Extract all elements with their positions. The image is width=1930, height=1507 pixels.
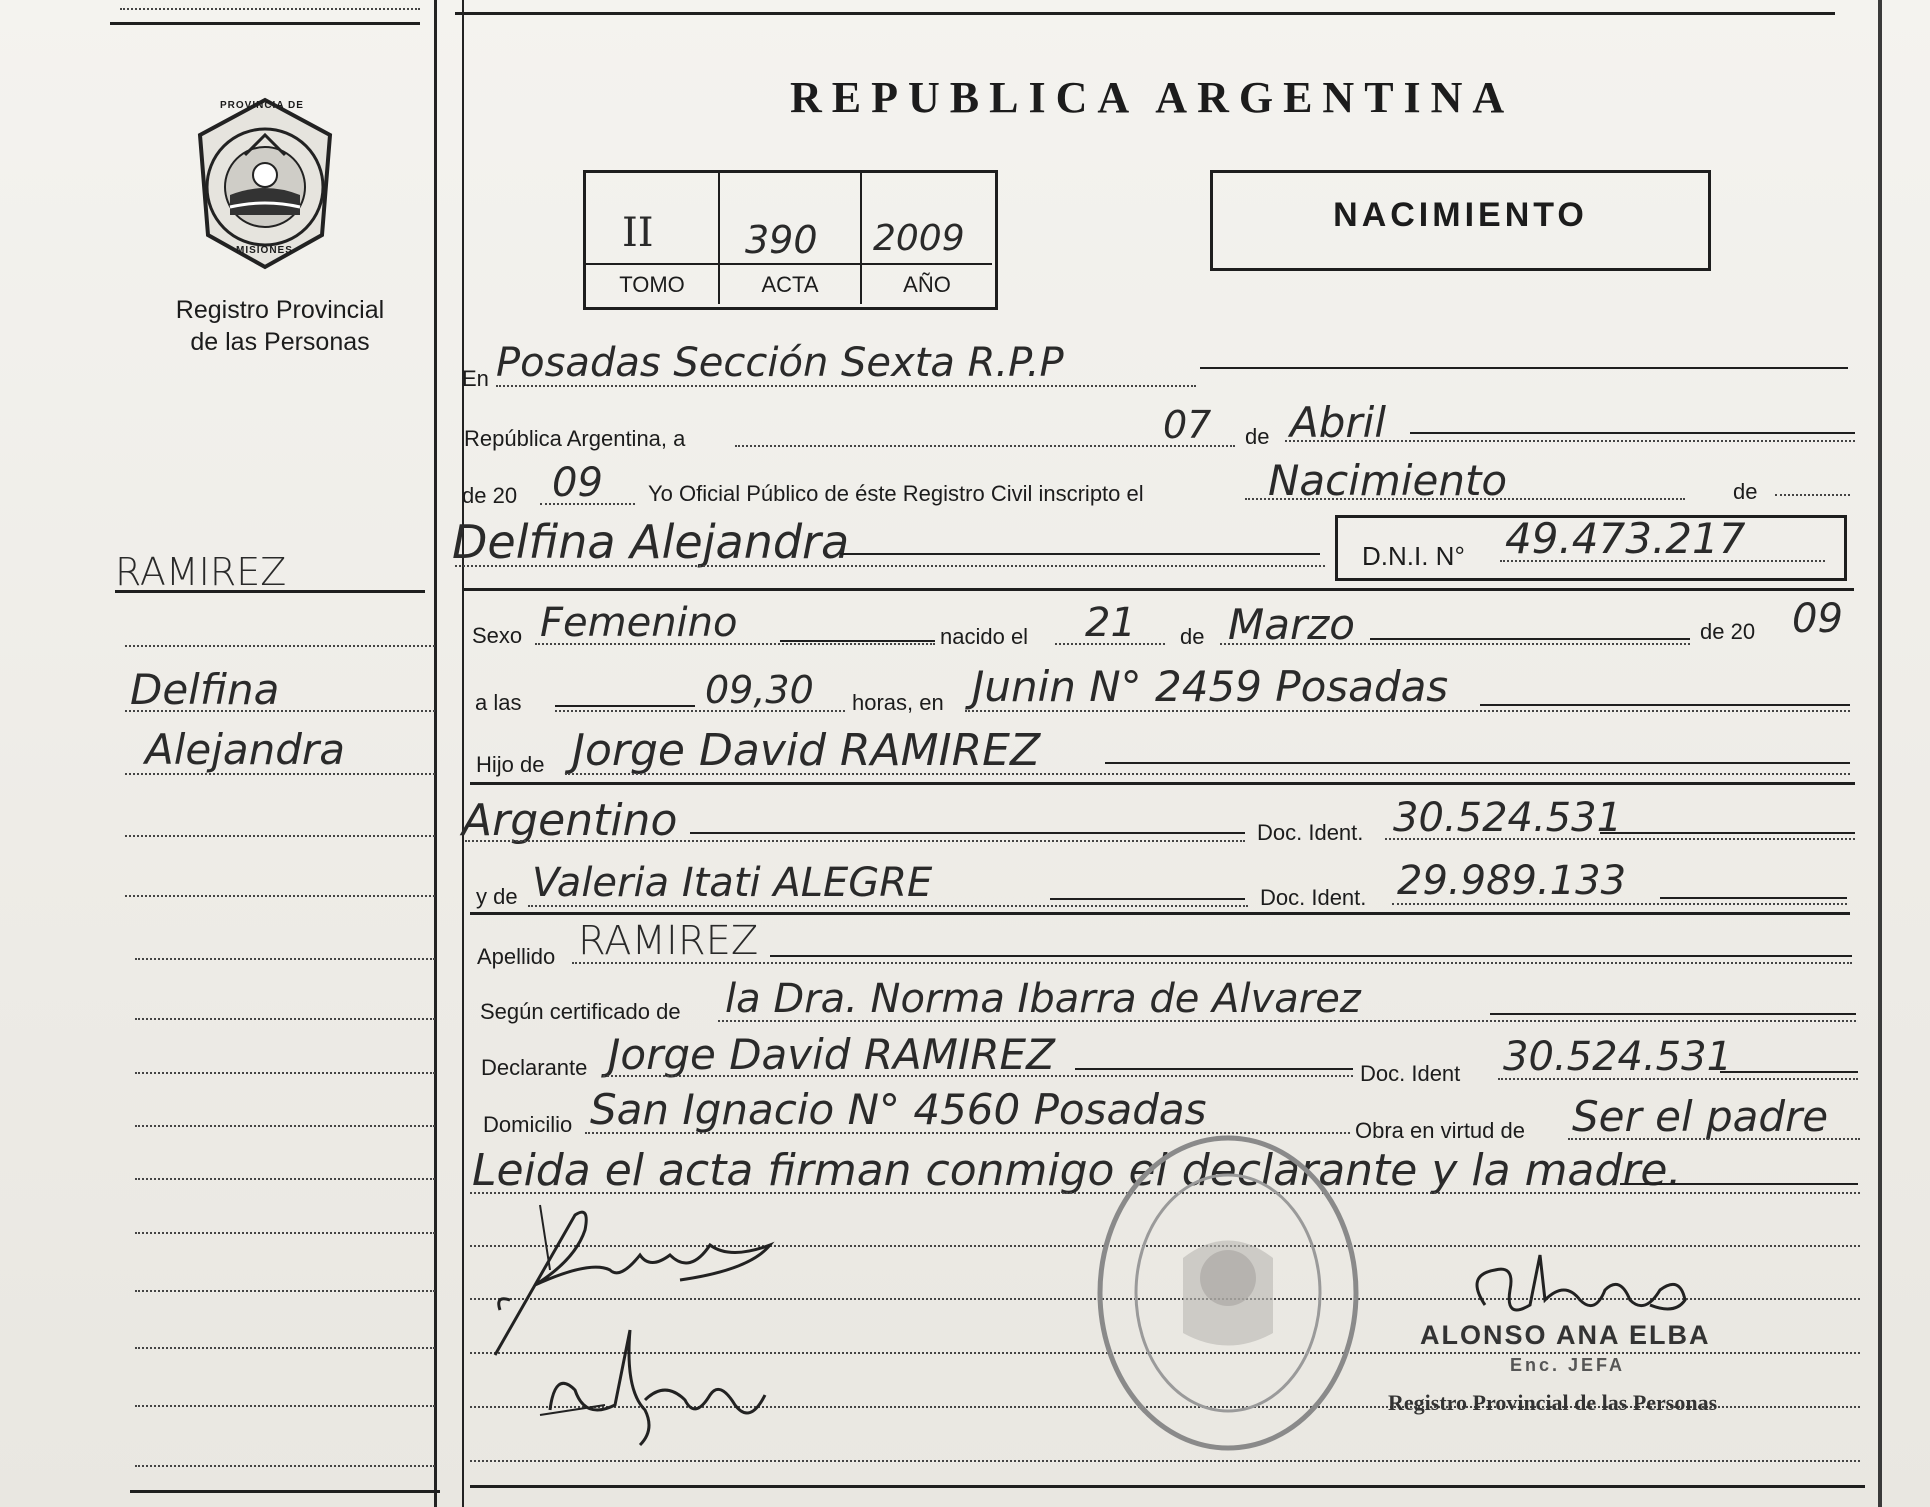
declarant-name: Jorge David RAMIREZ [608, 1030, 1055, 1079]
field-line [1498, 1078, 1858, 1080]
field-line [1385, 838, 1855, 840]
field-line-end [1200, 367, 1848, 369]
field-line-solid [1370, 638, 1690, 640]
birth-month: Marzo [1228, 600, 1355, 649]
tomo-label: TOMO [619, 272, 685, 297]
top-dotted-left [120, 8, 420, 10]
alas-label: a las [475, 690, 522, 715]
field-line [465, 840, 1245, 842]
republica-label: República Argentina, a [464, 426, 686, 451]
domicilio-label: Domicilio [483, 1112, 573, 1137]
field-line [1392, 903, 1847, 905]
en-label: En [462, 366, 489, 391]
field-line-solid [780, 640, 935, 642]
oficial-label: Yo Oficial Público de éste Registro Civil inscripto el [648, 481, 1144, 506]
field-line [1055, 643, 1165, 645]
father-doc: 30.524.531 [1393, 795, 1623, 841]
margin-dotted-line [135, 1290, 435, 1292]
tomo-value: II [622, 210, 654, 256]
act-type-title: NACIMIENTO [1333, 196, 1588, 234]
field-line-solid [1600, 832, 1855, 834]
field-line-solid [555, 705, 695, 707]
hijo-label: Hijo de [476, 752, 545, 777]
sex-value: Femenino [540, 600, 738, 646]
field-line-solid [1490, 1013, 1856, 1015]
certifier-name: la Dra. Norma Ibarra de Alvarez [725, 976, 1361, 1022]
row-separator [470, 782, 1855, 785]
registration-month: Abril [1290, 398, 1386, 447]
apellido-label: Apellido [477, 944, 556, 969]
margin-given-name-1: Delfina [130, 665, 280, 714]
field-line-solid [1105, 762, 1850, 764]
horas-label: horas, en [852, 690, 944, 715]
column-separator [434, 0, 437, 1507]
nacido-label: nacido el [940, 624, 1029, 649]
dni-label: D.N.I. N° [1362, 541, 1465, 571]
field-line-solid [840, 553, 1320, 555]
registration-day: 07 [1163, 403, 1212, 447]
margin-dotted-line [125, 645, 435, 647]
province-seal [190, 95, 340, 270]
book-table-divider-h [586, 263, 992, 265]
acta-value: 390 [745, 218, 818, 262]
margin-dotted-line [135, 958, 435, 960]
acta-label: ACTA [761, 272, 819, 297]
seal-text-top: PROVINCIA DE [220, 100, 304, 111]
registry-name-line1: Registro Provincial [175, 296, 385, 324]
field-line-solid [1075, 1068, 1353, 1070]
margin-surname: RAMIREZ [115, 550, 287, 594]
anio-label: AÑO [903, 272, 951, 297]
margin-dotted-line [135, 1405, 435, 1407]
de20-label-2: de 20 [1700, 619, 1756, 644]
margin-dotted-line [135, 1125, 435, 1127]
obra-value: Ser el padre [1572, 1092, 1829, 1141]
field-line-solid [1720, 1071, 1858, 1073]
column-separator-inner [462, 0, 464, 1507]
yde-label: y de [476, 884, 518, 909]
field-line [540, 503, 635, 505]
top-rule-right [455, 12, 1835, 15]
obra-label: Obra en virtud de [1355, 1118, 1525, 1143]
field-line-solid [770, 955, 1852, 957]
registry-name-line2: de las Personas [190, 328, 370, 356]
birth-time: 09,30 [705, 668, 814, 712]
sexo-label: Sexo [472, 623, 523, 648]
margin-dotted-line [125, 835, 435, 837]
field-line-solid [690, 832, 1245, 834]
declarante-label: Declarante [481, 1055, 588, 1080]
margin-bottom-rule [130, 1490, 440, 1493]
de-label-3: de [1180, 624, 1205, 649]
declarant-doc: 30.524.531 [1503, 1034, 1733, 1080]
field-line-solid [1050, 898, 1245, 900]
registration-place: Posadas Sección Sexta R.P.P [496, 340, 1064, 386]
field-line-end [1410, 432, 1855, 434]
margin-dotted-line [135, 1232, 435, 1234]
margin-dotted-line [135, 1347, 435, 1349]
bottom-rule [470, 1485, 1865, 1488]
margin-dotted-line [135, 1465, 435, 1467]
field-line-solid [1480, 704, 1850, 706]
official-role: Enc. JEFA [1510, 1355, 1626, 1375]
top-rule-left [110, 22, 420, 25]
field-line [965, 710, 1850, 712]
field-line [718, 1020, 1856, 1022]
field-line-solid [1660, 897, 1847, 899]
dni-number: 49.473.217 [1505, 514, 1746, 563]
de-label-2: de [1733, 479, 1758, 504]
field-line [1775, 494, 1850, 496]
doc-label-3: Doc. Ident [1360, 1061, 1461, 1086]
margin-rule [115, 590, 425, 593]
birth-place: Junin N° 2459 Posadas [972, 662, 1449, 711]
mother-name: Valeria Itati ALEGRE [532, 860, 933, 906]
field-line [1220, 643, 1690, 645]
birth-day: 21 [1085, 600, 1136, 646]
margin-dotted-line [125, 895, 435, 897]
field-line [1500, 560, 1825, 562]
segun-label: Según certificado de [480, 999, 681, 1024]
margin-given-name-2: Alejandra [145, 725, 345, 774]
official-registry: Registro Provincial de las Personas [1388, 1390, 1718, 1415]
field-line [572, 962, 1852, 964]
field-line [455, 565, 1325, 567]
de-label: de [1245, 424, 1270, 449]
field-line-solid [1620, 1183, 1858, 1185]
father-nationality: Argentino [462, 795, 678, 846]
de20-label: de 20 [462, 483, 518, 508]
field-line [528, 905, 1248, 907]
country-title: REPUBLICA ARGENTINA [790, 73, 1515, 122]
margin-dotted-line [125, 710, 435, 712]
field-line [1285, 440, 1855, 442]
event-type: Nacimiento [1268, 456, 1508, 505]
right-border [1878, 0, 1882, 1507]
margin-dotted-line [135, 1018, 435, 1020]
field-line [1568, 1138, 1860, 1140]
surname-value: RAMIREZ [578, 918, 759, 964]
mother-doc: 29.989.133 [1397, 858, 1627, 904]
margin-dotted-line [135, 1178, 435, 1180]
official-name: ALONSO ANA ELBA [1420, 1320, 1711, 1350]
mother-signature [535, 1310, 775, 1450]
closing-statement: Leida el acta firman conmigo el declarante y la madre. [472, 1145, 1682, 1196]
field-line [565, 773, 1850, 775]
father-name: Jorge David RAMIREZ [572, 725, 1041, 776]
field-line [603, 1075, 1353, 1077]
doc-label: Doc. Ident. [1257, 820, 1364, 845]
doc-label-2: Doc. Ident. [1260, 885, 1367, 910]
birth-year-suffix: 09 [1792, 596, 1843, 642]
official-stamp [1088, 1128, 1368, 1458]
field-line [735, 445, 1235, 447]
anio-value: 2009 [873, 218, 965, 259]
registration-year-suffix: 09 [552, 460, 603, 506]
domicile-value: San Ignacio N° 4560 Posadas [590, 1085, 1207, 1134]
child-name: Delfina Alejandra [452, 515, 850, 569]
field-line [535, 643, 935, 645]
row-separator [470, 912, 1850, 915]
seal-text-bottom: MISIONES [236, 245, 293, 256]
margin-dotted-line [135, 1072, 435, 1074]
signature-line [470, 1460, 1860, 1462]
field-line [496, 385, 1196, 387]
margin-dotted-line [125, 773, 435, 775]
row-separator [464, 588, 1854, 591]
